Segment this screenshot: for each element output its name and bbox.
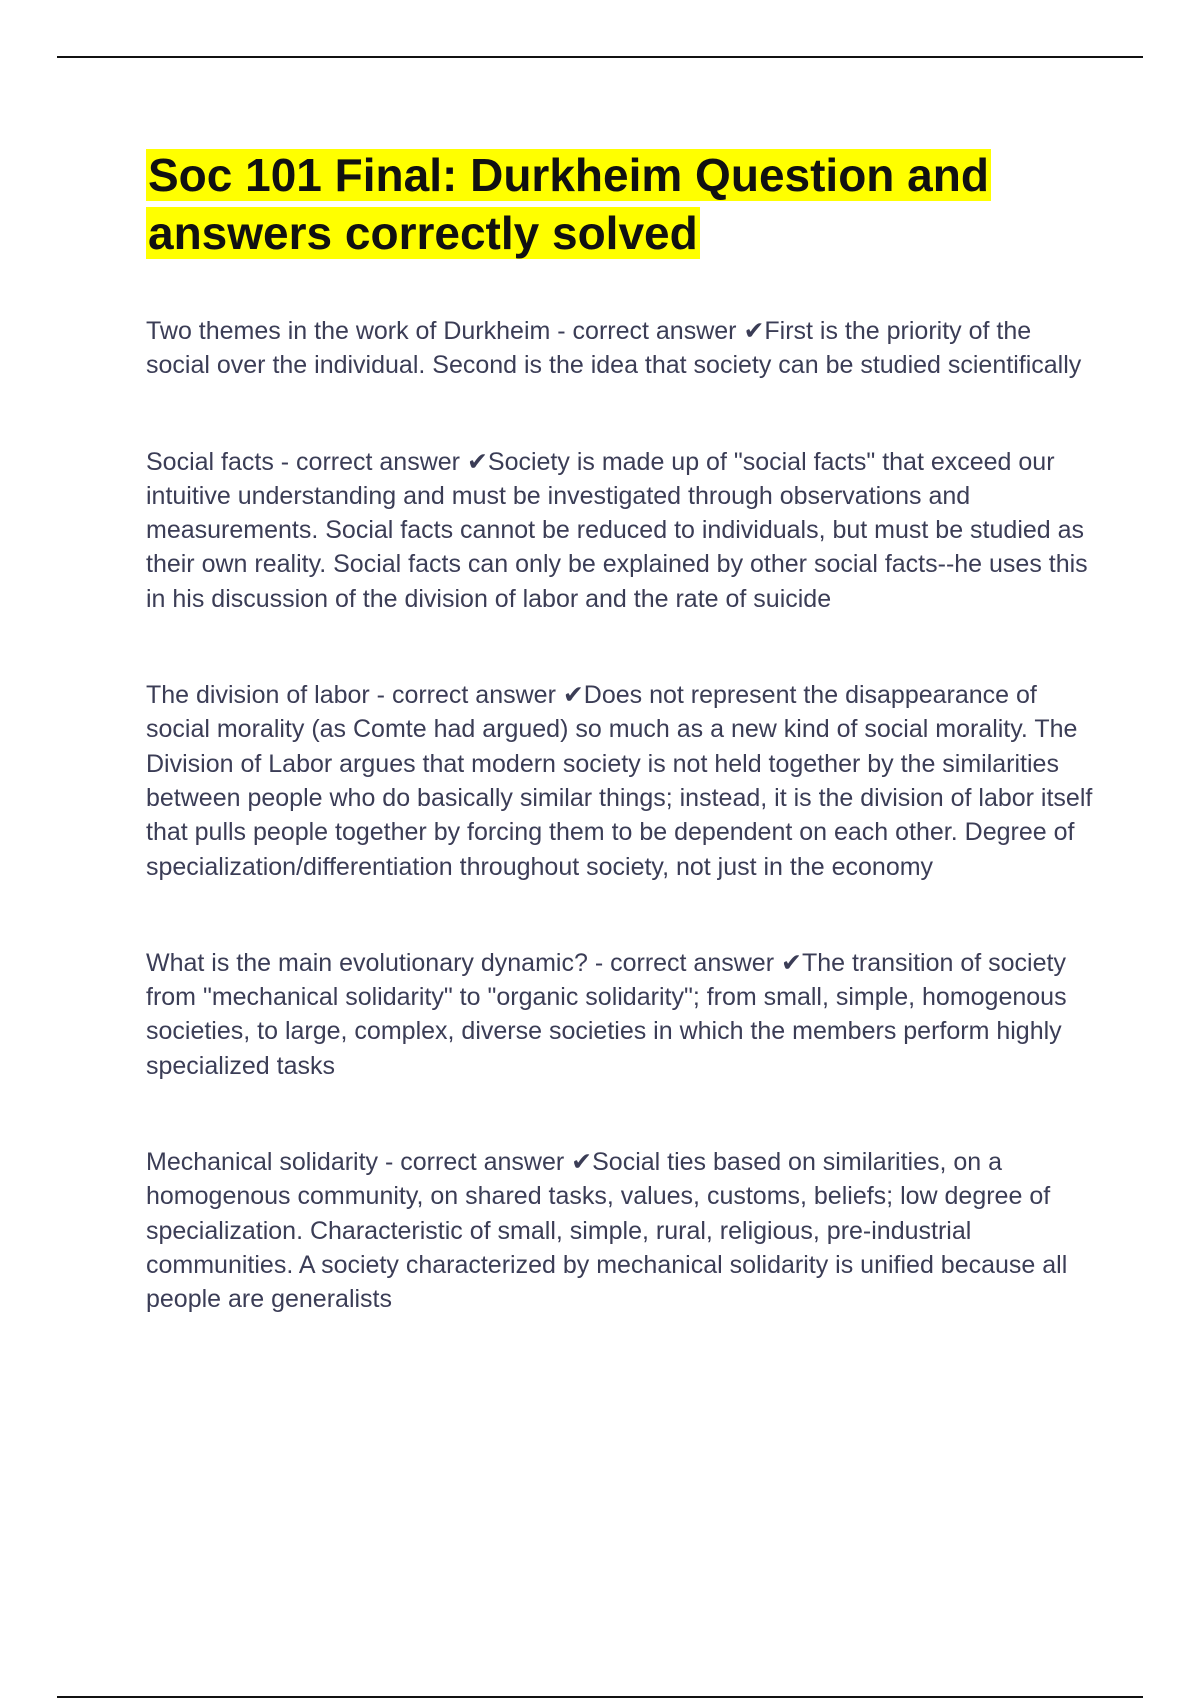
qa-question: Two themes in the work of Durkheim - correct answer [146, 317, 744, 345]
checkmark-icon: ✔ [466, 447, 488, 476]
page-title [146, 146, 1096, 262]
qa-answer: First is the priority of the social over the individual. Second is the idea that society can be studied scientifically [146, 317, 1082, 380]
qa-answer: Social ties based on similarities, on a homogenous community, on shared tasks, values, customs, beliefs; low degree of specialization. Characteristic of small, simple, rural, religious, pre-industrial communities. A society characterized by mechanical solidarity is unified because all people are generalists [146, 1148, 1068, 1314]
qa-answer: Does not represent the disappearance of social morality (as Comte had argued) so much as a new kind of social morality. The Division of Labor argues that modern society is not held together by the similarities between people who do basically similar things; instead, it is the division of labor itself that pulls people together by forcing them to be dependent on each other. Degree of specialization/differentiation throughout society, not just in the economy [146, 681, 1093, 881]
checkmark-icon: ✔ [780, 948, 802, 977]
qa-question: Social facts - correct answer [146, 447, 467, 476]
qa-item [146, 314, 1096, 383]
checkmark-icon: ✔ [743, 317, 765, 345]
checkmark-icon: ✔ [571, 1148, 593, 1177]
bottom-rule [57, 1696, 1143, 1698]
top-rule [57, 56, 1143, 58]
checkmark-icon: ✔ [562, 681, 584, 710]
qa-item [146, 1145, 1096, 1316]
qa-item [146, 946, 1096, 1083]
document-body [146, 146, 1096, 1379]
qa-item [146, 678, 1096, 884]
qa-item [146, 445, 1096, 616]
title-highlight: Soc 101 Final: Durkheim Question and answers correctly solved [148, 149, 989, 259]
qa-question: What is the main evolutionary dynamic? - correct answer [146, 948, 781, 977]
qa-list [146, 314, 1096, 1317]
qa-question: The division of labor - correct answer [146, 681, 563, 710]
qa-answer: The transition of society from "mechanical solidarity" to "organic solidarity"; from small, simple, homogenous societies, to large, complex, diverse societies in which the members perform highly specialized tasks [146, 948, 1067, 1080]
qa-answer: Society is made up of "social facts" that exceed our intuitive understanding and must be investigated through observations and measurements. Social facts cannot be reduced to individuals, but must be studied as their own reality. Social facts can only be explained by other social facts--he uses this in his discussion of the division of labor and the rate of suicide [146, 447, 1088, 613]
qa-question: Mechanical solidarity - correct answer [146, 1148, 572, 1177]
